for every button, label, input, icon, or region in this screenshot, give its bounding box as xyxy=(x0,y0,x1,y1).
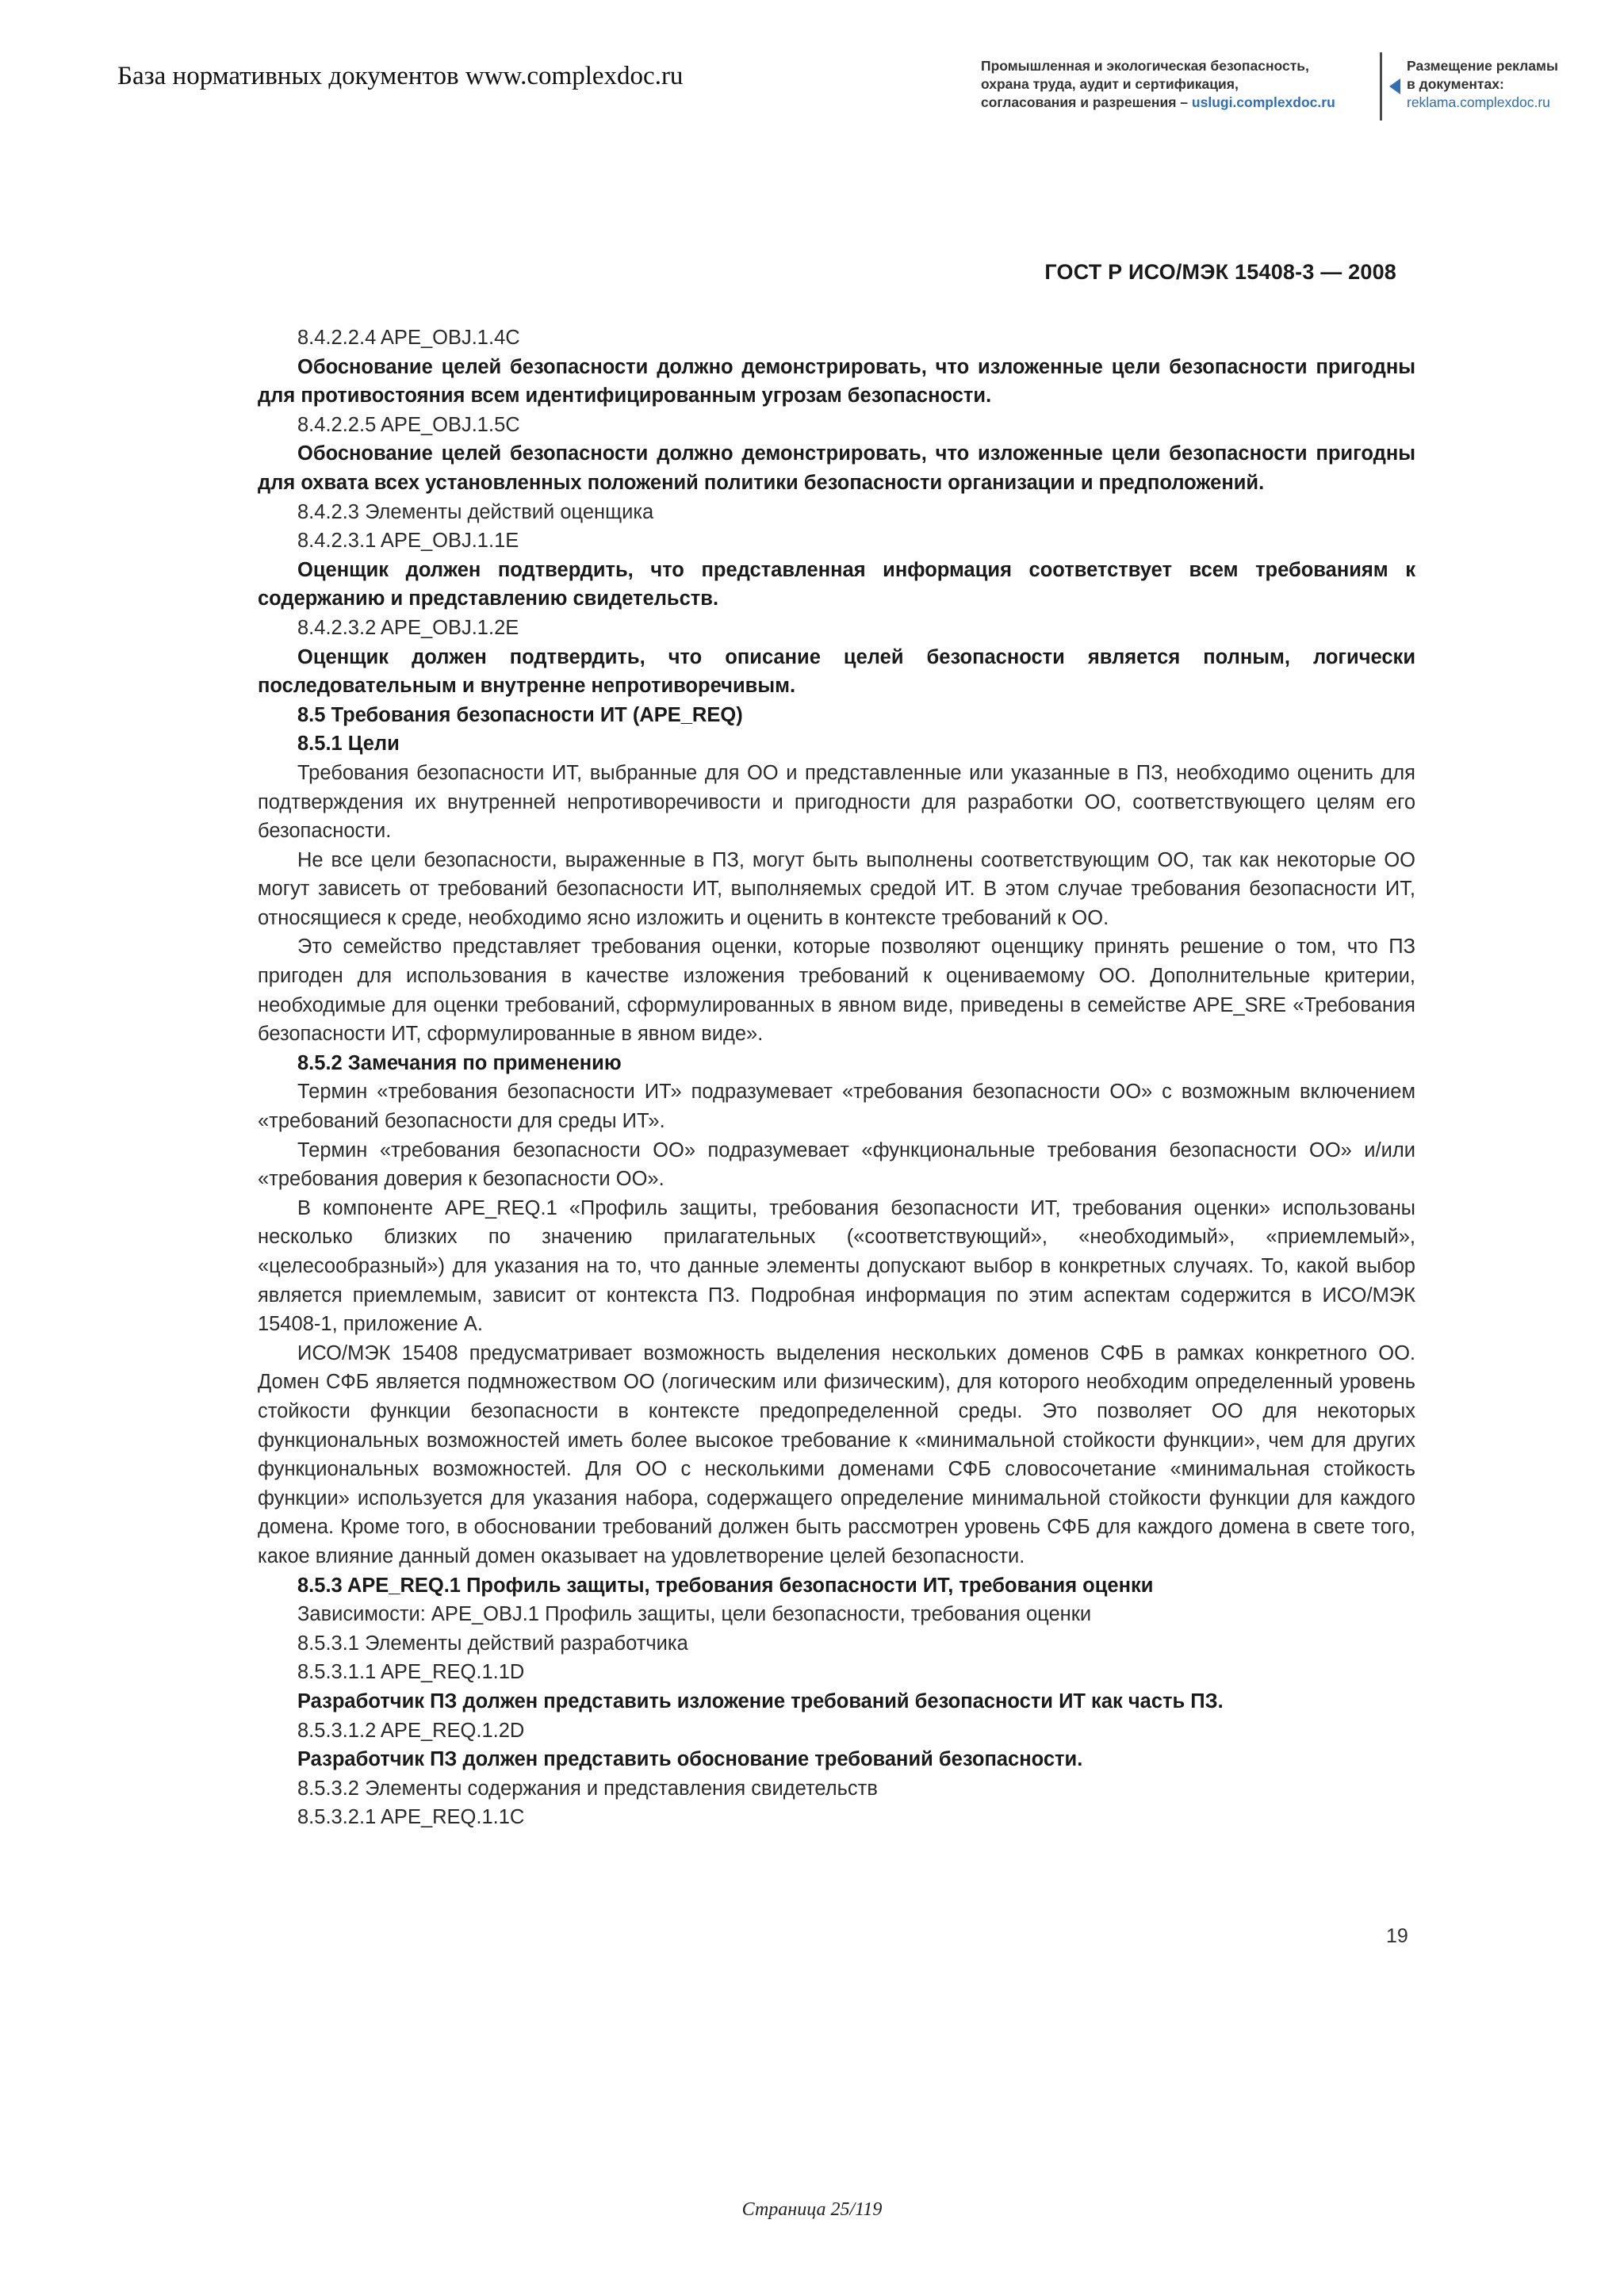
paragraph: 8.5.3.2.1 APE_REQ.1.1C xyxy=(297,1806,525,1829)
paragraph: В компоненте APE_REQ.1 «Профиль защиты, требования безопасности ИТ, требования оценки» использованы несколько близких по значению прилагательных («соответствующий», «необходимый», «приемлемый», «целесообразный») для указания на то, что данные элементы допускают выбор в конкретных случаях. То, какой выбор является приемлемым, зависит от контекста ПЗ. Подробная информация по этим аспектам содержится в ИСО/МЭК 15408-1, приложение А. xyxy=(258,1196,1415,1336)
page-footer: Страница 25/119 xyxy=(741,2199,883,2220)
paragraph: 8.5.3.1 Элементы действий разработчика xyxy=(297,1632,688,1655)
bold-paragraph: 8.5.3 APE_REQ.1 Профиль защиты, требования безопасности ИТ, требования оценки xyxy=(297,1574,1154,1597)
paragraph: 8.5.3.2 Элементы содержания и представления свидетельств xyxy=(297,1777,878,1800)
bold-paragraph: Обоснование целей безопасности должно демонстрировать, что изложенные цели безопасности пригодны для противостояния всем идентифицированным угрозам безопасности. xyxy=(258,355,1415,408)
paragraph: 8.4.2.3.2 APE_OBJ.1.2E xyxy=(297,616,519,639)
services-promo xyxy=(981,57,1377,112)
bold-paragraph: 8.5.2 Замечания по применению xyxy=(297,1051,622,1074)
paragraph: Не все цели безопасности, выраженные в ПЗ, могут быть выполнены соответствующим ОО, так как некоторые ОО могут зависеть от требований безопасности ИТ, выполняемых средой ИТ. В этом случае требования безопасности ИТ, относящиеся к среде, необходимо ясно изложить и оценить в контексте требований к ОО. xyxy=(258,848,1415,929)
paragraph: Зависимости: APE_OBJ.1 Профиль защиты, цели безопасности, требования оценки xyxy=(297,1603,1092,1626)
paragraph: Требования безопасности ИТ, выбранные для ОО и представленные или указанные в ПЗ, необходимо оценить для подтверждения их внутренней непротиворечивости и пригодности для разработки ОО, соответствующего целям его безопасности. xyxy=(258,761,1415,843)
paragraph: 8.4.2.3.1 APE_OBJ.1.1E xyxy=(297,530,519,553)
site-title: База нормативных документов www.complexdoc.ru xyxy=(117,62,684,90)
document-code: ГОСТ Р ИСО/МЭК 15408-3 — 2008 xyxy=(1044,260,1396,284)
document-body xyxy=(258,323,1415,1832)
bold-paragraph: 8.5 Требования безопасности ИТ (APE_REQ) xyxy=(297,703,743,726)
bold-paragraph: Разработчик ПЗ должен представить изложение требований безопасности ИТ как часть ПЗ. xyxy=(297,1689,1224,1712)
paragraph: Это семейство представляет требования оценки, которые позволяют оценщику принять решение о том, что ПЗ пригоден для использования в качестве изложения требований к оцениваемому ОО. Дополнительные критерии, необходимые для оценки требований, сформулированных в явном виде, приведены в семействе APE_SRE «Требования безопасности ИТ, сформулированные в явном виде». xyxy=(258,936,1415,1046)
bold-paragraph: Оценщик должен подтвердить, что описание целей безопасности является полным, логически последовательным и внутренне непротиворечивым. xyxy=(258,645,1415,698)
paragraph: 8.4.2.2.5 APE_OBJ.1.5C xyxy=(297,413,520,436)
ads-link[interactable]: reklama.complexdoc.ru xyxy=(1407,94,1550,110)
bold-paragraph: Оценщик должен подтвердить, что представленная информация соответствует всем требованиям к содержанию и представлению свидетельств. xyxy=(258,558,1415,610)
paragraph: Термин «требования безопасности ИТ» подразумевает «требования безопасности ОО» с возможным включением «требований безопасности для среды ИТ». xyxy=(258,1081,1415,1133)
paragraph: 8.5.3.1.2 APE_REQ.1.2D xyxy=(297,1719,525,1742)
ads-promo xyxy=(1389,57,1595,112)
bold-paragraph: Обоснование целей безопасности должно демонстрировать, что изложенные цели безопасности пригодны для охвата всех установленных положений политики безопасности организации и предположений. xyxy=(258,442,1415,494)
ads-line: в документах: xyxy=(1407,76,1504,92)
promo-line: охрана труда, аудит и сертификация, xyxy=(981,76,1239,92)
bold-paragraph: 8.5.1 Цели xyxy=(297,733,400,756)
promo-line-text: согласования и разрешения – xyxy=(981,94,1192,110)
paragraph: Термин «требования безопасности ОО» подразумевает «функциональные требования безопасности ОО» и/или «требования доверия к безопасности ОО». xyxy=(258,1138,1415,1191)
services-link[interactable]: uslugi.complexdoc.ru xyxy=(1191,94,1335,110)
bold-paragraph: Разработчик ПЗ должен представить обоснование требований безопасности. xyxy=(297,1748,1083,1771)
paragraph: 8.5.3.1.1 APE_REQ.1.1D xyxy=(297,1661,525,1684)
ads-line: Размещение рекламы xyxy=(1407,58,1558,74)
promo-line xyxy=(981,94,1377,112)
page-number: 19 xyxy=(1386,1925,1408,1947)
banner-divider xyxy=(1380,52,1382,121)
paragraph: 8.4.2.2.4 APE_OBJ.1.4C xyxy=(297,327,520,349)
paragraph: 8.4.2.3 Элементы действий оценщика xyxy=(297,500,654,523)
paragraph: ИСО/МЭК 15408 предусматривает возможность выделения нескольких доменов СФБ в рамках конкретного ОО. Домен СФБ является подмножеством ОО (логическим или физическим), для которого необходим определенный уровень стойкости функции безопасности в контексте предопределенной среды. Это позволяет ОО для некоторых функциональных возможностей иметь более высокое требование к «минимальной стойкости функции», чем для других функциональных возможностей. Для ОО с несколькими доменами СФБ словосочетание «минимальная стойкость функции» используется для указания набора, содержащего определение минимальной стойкости функции для каждого домена. Кроме того, в обосновании требований должен быть рассмотрен уровень СФБ для каждого домена в свете того, какое влияние данный домен оказывает на удовлетворение целей безопасности. xyxy=(258,1341,1415,1567)
promo-line: Промышленная и экологическая безопасность, xyxy=(981,58,1309,74)
arrow-left-icon xyxy=(1389,78,1400,94)
